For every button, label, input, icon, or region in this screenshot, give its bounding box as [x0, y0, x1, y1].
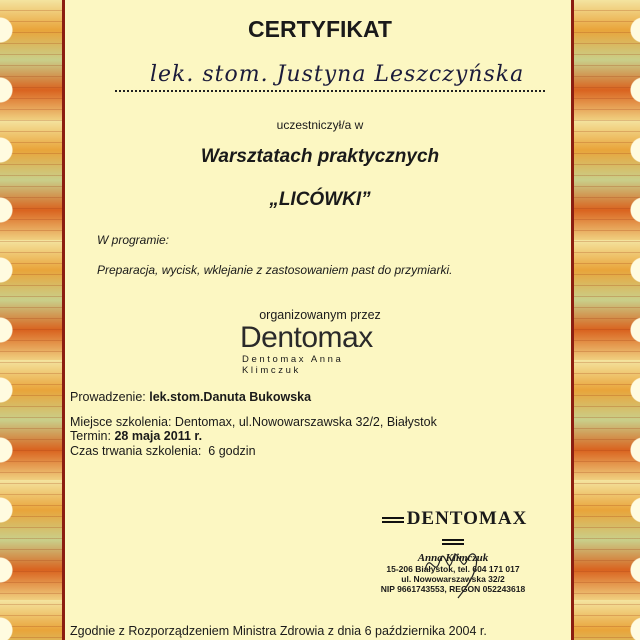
stamp-name: DENTOMAX	[368, 508, 538, 552]
duration-label: Czas trwania szkolenia:	[70, 444, 202, 458]
date-label: Termin:	[70, 429, 111, 443]
logo-name: Dentomax	[240, 321, 373, 354]
workshop-title: Warsztatach praktycznych	[200, 146, 440, 167]
stamp-owner: Anna Klimczuk	[417, 552, 489, 564]
stamp-street: ul. Nowowarszawska 32/2	[401, 574, 505, 584]
stamp-address: 15-206 Białystok, tel. 604 171 017	[386, 564, 520, 574]
program-label: W programie:	[97, 233, 170, 247]
organized-by-label: organizowanym przez	[259, 308, 381, 322]
instructor-label: Prowadzenie:	[70, 390, 146, 404]
location-line	[70, 415, 437, 429]
participant-name-handwritten: lek. stom. Justyna Leszczyńska	[150, 62, 525, 87]
logo-subtitle: Dentomax Anna Klimczuk	[242, 354, 344, 376]
instructor-value: lek.stom.Danuta Bukowska	[149, 390, 312, 404]
signature-scribble	[420, 540, 490, 600]
dentomax-logo	[240, 322, 400, 376]
participated-label: uczestniczył/a w	[276, 118, 364, 132]
name-dotted-line	[115, 90, 545, 92]
workshop-name: „LICÓWKI”	[269, 189, 371, 210]
duration-value: 6 godzin	[208, 444, 256, 458]
regulation-footer: Zgodnie z Rozporządzeniem Ministra Zdrowia z dnia 6 października 2004 r.	[70, 624, 487, 638]
location-label: Miejsce szkolenia:	[70, 415, 172, 429]
program-text: Preparacja, wycisk, wklejanie z zastosowaniem past do przymiarki.	[97, 263, 453, 277]
date-line	[70, 429, 202, 443]
duration-line	[70, 444, 256, 458]
instructor-line	[70, 390, 311, 404]
location-value: Dentomax, ul.Nowowarszawska 32/2, Białystok	[174, 415, 437, 429]
date-value: 28 maja 2011 r.	[114, 429, 203, 443]
stamp-nip-regon: NIP 9661743553, REGON 052243618	[380, 584, 526, 594]
certificate-title: CERTYFIKAT	[248, 16, 392, 42]
